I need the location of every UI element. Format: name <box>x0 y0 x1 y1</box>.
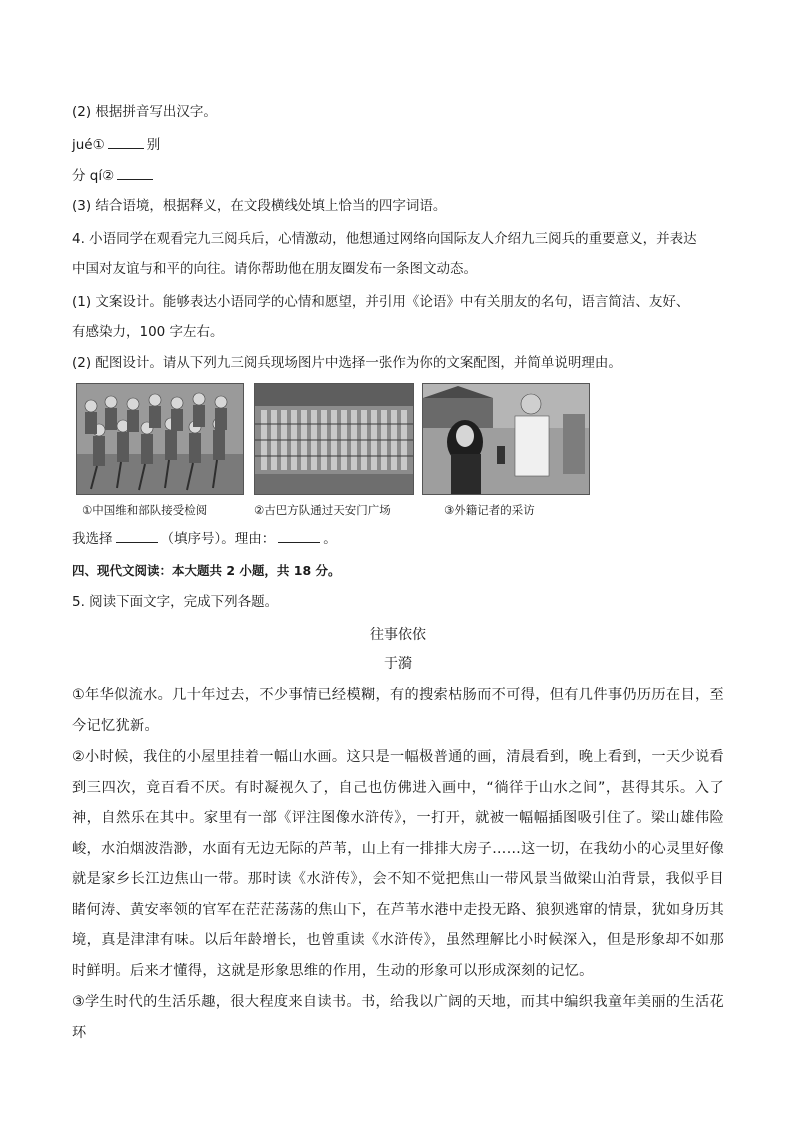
choice-number-blank[interactable] <box>116 528 158 543</box>
question-3-3-label: (3) 结合语境，根据释义，在文段横线处填上恰当的四字词语。 <box>72 198 447 214</box>
question-4-2-label: (2) 配图设计。请从下列九三阅兵现场图片中选择一张作为你的文案配图，并简单说明理由。 <box>72 355 622 371</box>
question-4-1-line-1: (1) 文案设计。能够表达小语同学的心情和愿望，并引用《论语》中有关朋友的名句，语言简洁、友好、 <box>72 294 690 310</box>
pinyin-item-2 <box>72 165 156 186</box>
question-4-1-line-2: 有感染力，100 字左右。 <box>72 324 224 340</box>
photo-3-caption: ③外籍记者的采访 <box>444 503 535 517</box>
question-4-line-2: 中国对友谊与和平的向往。请你帮助他在朋友圈发布一条图文动态。 <box>72 261 477 277</box>
reason-blank[interactable] <box>278 528 320 543</box>
pinyin-item-1 <box>72 134 160 155</box>
photo-2-caption: ②古巴方队通过天安门广场 <box>254 503 391 517</box>
answer-blank-1[interactable] <box>108 134 144 149</box>
photo-3[interactable] <box>422 383 590 495</box>
section-4-title: 四、现代文阅读：本大题共 2 小题，共 18 分。 <box>72 563 341 578</box>
pinyin-2-prefix: 分 qí② <box>72 168 115 184</box>
choice-middle: （填序号）。理由： <box>160 531 276 547</box>
answer-blank-2[interactable] <box>117 165 153 180</box>
photo-2[interactable] <box>254 383 414 495</box>
article-title: 往事依依 <box>370 627 426 643</box>
reporter-interview-photo <box>423 384 589 494</box>
article-paragraph-3: ③学生时代的生活乐趣，很大程度来自读书。书，给我以广阔的天地，而其中编织我童年美丽的生活花环 <box>72 994 724 1041</box>
pinyin-1-prefix: jué① <box>72 137 105 153</box>
article-paragraph-2: ②小时候，我住的小屋里挂着一幅山水画。这只是一幅极普通的画，清晨看到，晚上看到，一天少说看到三四次，竟百看不厌。有时凝视久了，自己也仿佛进入画中，“徜徉于山水之间”，甚得其乐。入了神，自然乐在其中。家里有一部《评注图像水浒传》，一打开，就被一幅幅插图吸引住了。梁山雄伟险峻，水泊烟波浩渺，水面有无边无际的芦苇，山上有一排排大房子……这一切，在我幼小的心灵里好像就是家乡长江边焦山一带。那时读《水浒传》，会不知不觉把焦山一带风景当做梁山泊背景，我似乎目睹何涛、黄安率领的官军在茫茫荡荡的焦山下，在芦苇水港中走投无路、狼狈逃窜的情景，犹如身历其境，真是津津有味。以后年龄增长，也曾重读《水浒传》，虽然理解比小时候深入，但是形象却不如那时鲜明。后来才懂得，这就是形象思维的作用，生动的形象可以形成深刻的记忆。 <box>72 749 724 979</box>
question-4-line-1: 4. 小语同学在观看完九三阅兵后，心情激动，他想通过网络向国际友人介绍九三阅兵的重要意义，并表达 <box>72 231 697 247</box>
question-5-label: 5. 阅读下面文字，完成下列各题。 <box>72 594 279 610</box>
marching-soldiers-photo <box>77 384 243 494</box>
choice-suffix: 。 <box>323 531 337 547</box>
photo-1[interactable] <box>76 383 244 495</box>
parade-formation-photo <box>255 384 413 494</box>
pinyin-1-suffix: 别 <box>146 137 161 153</box>
choice-prefix: 我选择 <box>72 531 113 547</box>
choice-line <box>72 528 337 549</box>
question-3-2-label: (2) 根据拼音写出汉字。 <box>72 104 217 120</box>
article-author: 于漪 <box>384 656 412 672</box>
article-paragraph-1: ①年华似流水。几十年过去，不少事情已经模糊，有的搜索枯肠而不可得，但有几件事仍历历在目，至今记忆犹新。 <box>72 687 724 734</box>
photo-1-caption: ①中国维和部队接受检阅 <box>82 503 208 517</box>
